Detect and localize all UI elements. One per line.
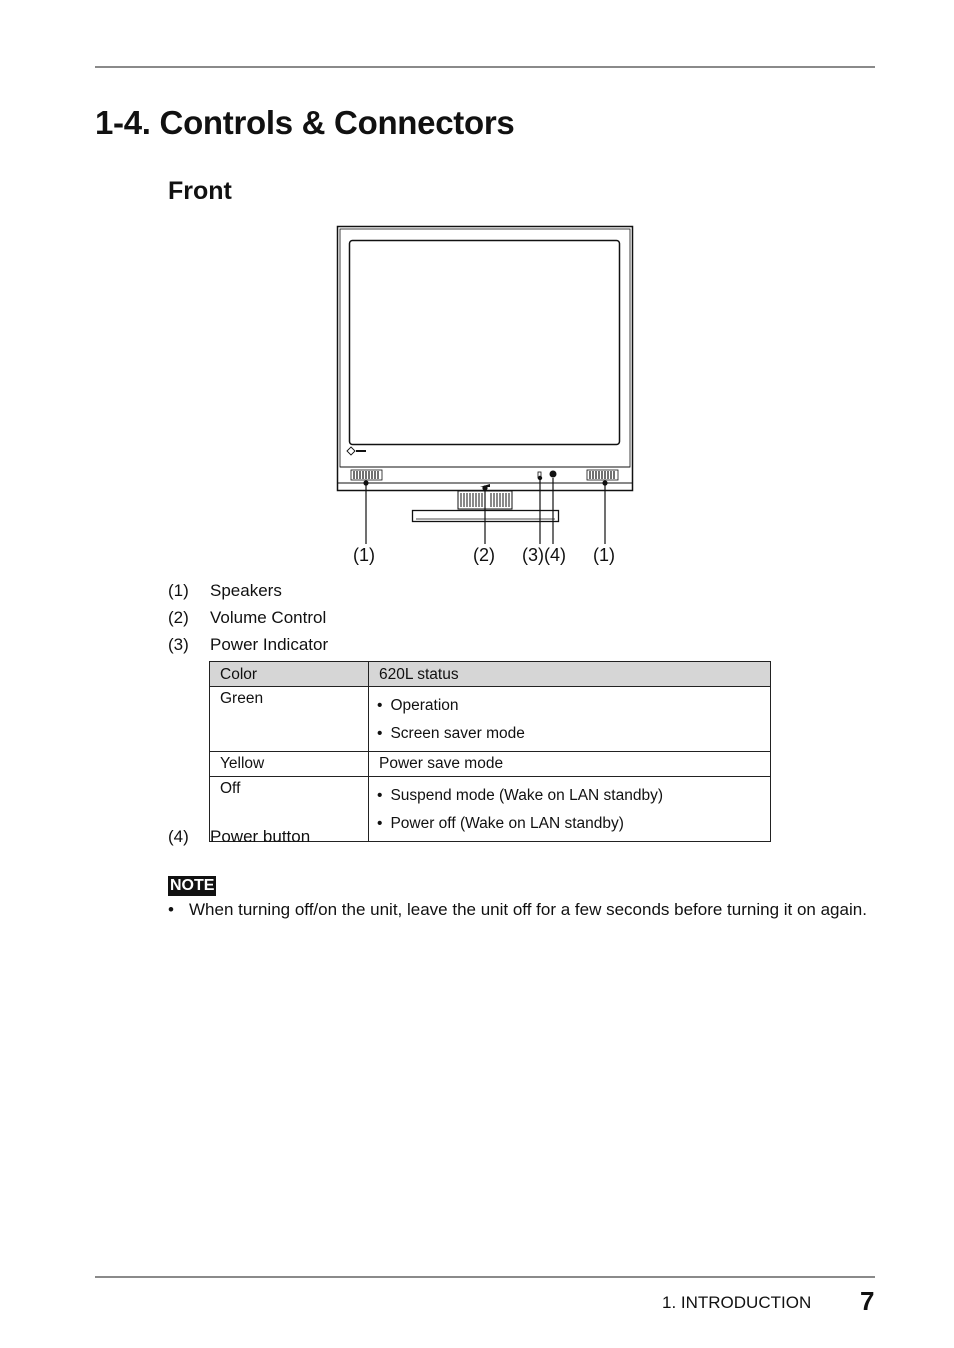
status-bullet: • Screen saver mode <box>379 721 760 746</box>
note-body: When turning off/on the unit, leave the unit off for a few seconds before turning it on again. <box>189 900 867 919</box>
table-cell-status <box>369 777 771 842</box>
table-cell-status: Power save mode <box>369 752 771 777</box>
item-number: (1) <box>168 581 189 600</box>
callout-speakers-right: (1) <box>593 545 615 565</box>
table-row <box>210 752 771 777</box>
speaker-grille-right-icon <box>587 470 618 480</box>
status-bullet: • Power off (Wake on LAN standby) <box>379 811 760 836</box>
note-badge: NOTE <box>170 877 215 894</box>
section-heading-front: Front <box>168 177 232 205</box>
table-header-status: 620L status <box>369 662 771 687</box>
table-cell-status <box>369 687 771 752</box>
status-bullet: • Suspend mode (Wake on LAN standby) <box>379 783 760 808</box>
callout-speakers-left: (1) <box>353 545 375 565</box>
table-header-row <box>210 662 771 687</box>
monitor-screen <box>350 241 620 445</box>
table-cell-color: Off <box>210 777 369 842</box>
table-cell-color: Green <box>210 687 369 752</box>
footer-rule <box>95 1276 875 1278</box>
item-number: (4) <box>168 827 189 846</box>
header-rule <box>95 66 875 68</box>
item-label: Speakers <box>210 581 282 600</box>
item-number: (3) <box>168 635 189 654</box>
list-item-speakers <box>168 581 282 601</box>
power-indicator-table <box>209 661 771 842</box>
note-bullet: • <box>168 900 174 919</box>
table-cell-color: Yellow <box>210 752 369 777</box>
table-header-color: Color <box>210 662 369 687</box>
logo-icon <box>347 447 355 455</box>
callout-volume: (2) <box>473 545 495 565</box>
list-item-power-button <box>168 827 310 847</box>
list-item-power-indicator <box>168 635 328 655</box>
list-item-volume <box>168 608 326 628</box>
page-heading: 1-4. Controls & Connectors <box>95 104 515 141</box>
callout-indicator-power: (3)(4) <box>522 545 566 565</box>
item-label: Power Indicator <box>210 635 329 654</box>
monitor-bezel <box>338 227 633 491</box>
item-number: (2) <box>168 608 189 627</box>
power-button-icon <box>550 471 557 478</box>
monitor-front-diagram <box>330 222 640 572</box>
status-bullet: • Operation <box>379 693 760 718</box>
table-row <box>210 687 771 752</box>
page-number: 7 <box>860 1286 875 1316</box>
footer-section-title: 1. INTRODUCTION <box>662 1293 812 1312</box>
speaker-grille-left-icon <box>351 470 382 480</box>
item-label: Volume Control <box>210 608 327 627</box>
note-text <box>168 899 878 920</box>
item-label: Power button <box>210 827 311 846</box>
